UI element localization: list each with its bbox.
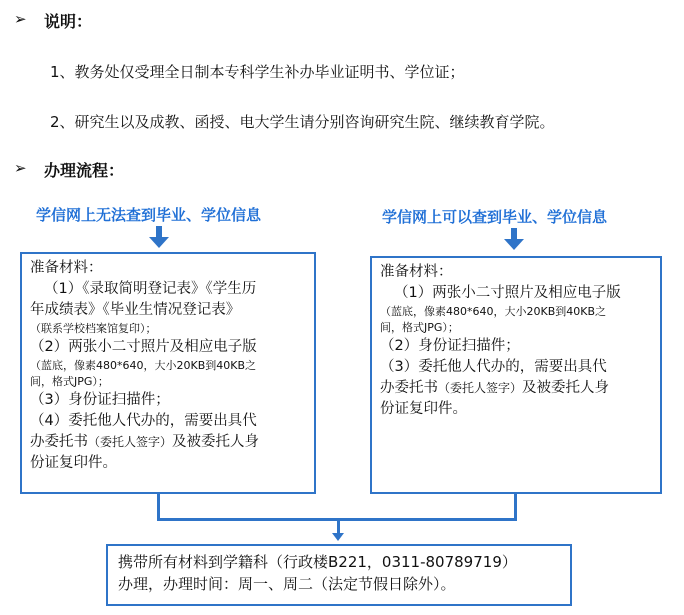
connector-left-vertical (157, 494, 160, 520)
left-line-4b (30, 432, 308, 453)
connector-right-vertical (514, 494, 517, 520)
left-line-2a: （2）两张小二寸照片及相应电子版 (30, 339, 257, 355)
right-materials-box (370, 256, 662, 494)
note-item-2: 2、研究生以及成教、函授、电大学生请分别咨询研究生院、继续教育学院。 (50, 113, 555, 131)
left-line-heading: 准备材料： (30, 260, 103, 276)
final-step-line-1: 携带所有材料到学籍科（行政楼B221，0311-80789719） (118, 553, 517, 571)
left-line-4b-tail: 及被委托人身 (172, 434, 260, 450)
down-arrow-icon (149, 237, 169, 248)
right-line-3c: 份证复印件。 (380, 401, 467, 417)
right-line-1a: （1）两张小二寸照片及相应电子版 (394, 285, 621, 301)
note-item-1: 1、教务处仅受理全日制本专科学生补办毕业证明书、学位证； (50, 63, 465, 81)
left-branch-title: 学信网上无法查到毕业、学位信息 (36, 206, 262, 224)
down-arrow-icon (332, 533, 344, 541)
left-line-4c: 份证复印件。 (30, 455, 117, 471)
note-heading: 说明： (44, 12, 93, 31)
process-heading: 办理流程： (44, 161, 125, 180)
left-line-2b: （蓝底，像素480*640，大小20KB到40KB之 (30, 359, 257, 372)
left-line-2c: 间，格式JPG）； (30, 375, 109, 388)
right-line-1c: 间，格式JPG）； (380, 321, 459, 334)
right-line-heading: 准备材料： (380, 264, 453, 280)
right-branch-title: 学信网上可以查到毕业、学位信息 (382, 208, 608, 226)
right-line-3b-note: （委托人签字） (438, 381, 523, 395)
note-bullet-icon: ➢ (14, 10, 27, 28)
left-line-1a: （1）《录取简明登记表》《学生历 (44, 281, 257, 297)
right-line-3b-tail: 及被委托人身 (522, 380, 610, 396)
left-line-4a: （4）委托他人代办的，需要出具代 (30, 413, 257, 429)
left-line-4b-main: 办委托书 (30, 434, 88, 450)
right-line-2: （2）身份证扫描件； (380, 338, 520, 354)
final-step-line-2: 办理，办理时间：周一、周二（法定节假日除外）。 (118, 575, 456, 593)
left-line-1c: （联系学校档案馆复印）； (30, 322, 157, 335)
left-materials-box (20, 252, 316, 494)
right-line-3b (380, 378, 654, 399)
right-line-1b: （蓝底，像素480*640，大小20KB到40KB之 (380, 305, 607, 318)
left-line-3: （3）身份证扫描件； (30, 392, 170, 408)
right-line-3a: （3）委托他人代办的，需要出具代 (380, 359, 607, 375)
process-bullet-icon: ➢ (14, 159, 27, 177)
final-step-box (106, 544, 572, 606)
right-line-3b-main: 办委托书 (380, 380, 438, 396)
left-line-4b-note: （委托人签字） (88, 435, 173, 449)
down-arrow-icon (504, 239, 524, 250)
left-line-1b: 年成绩表》《毕业生情况登记表》 (30, 302, 241, 318)
connector-center-vertical (337, 520, 340, 534)
